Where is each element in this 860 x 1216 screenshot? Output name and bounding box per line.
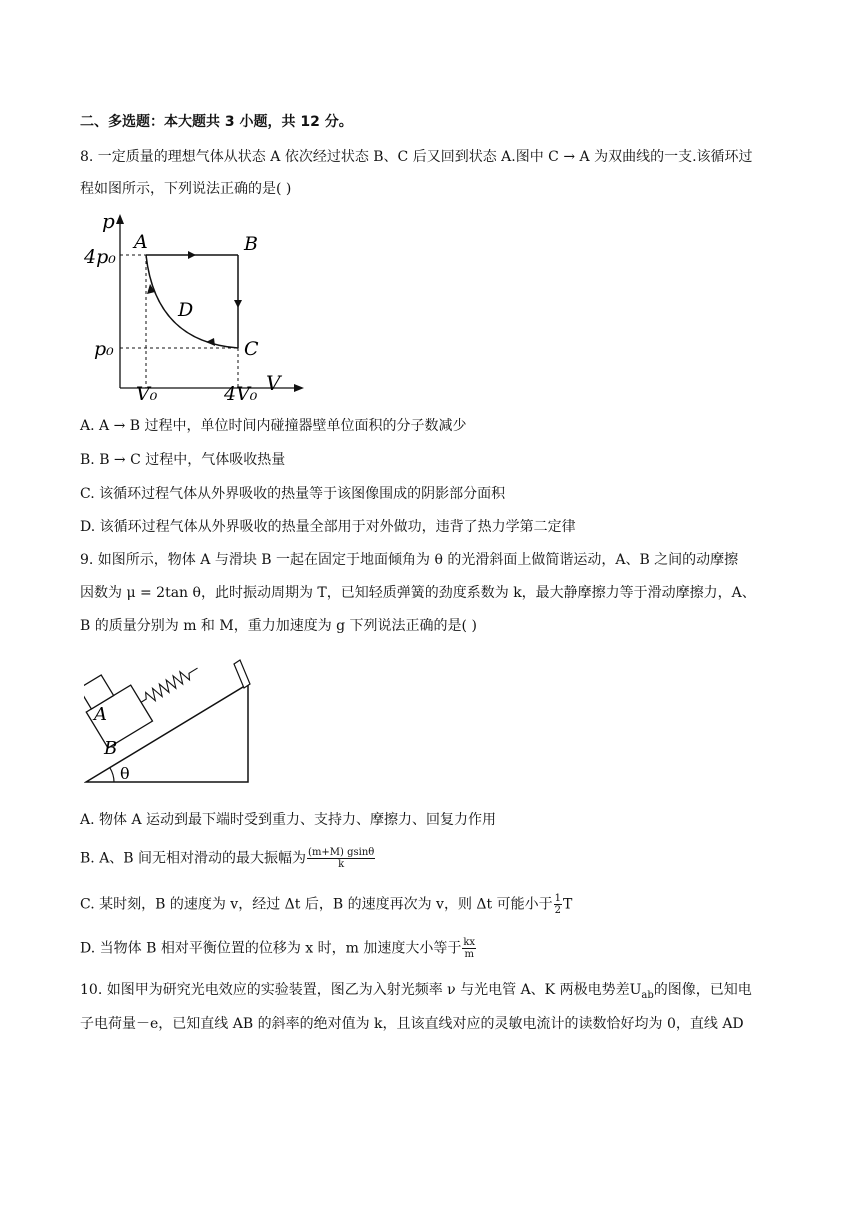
q9-option-c — [80, 893, 572, 916]
q10-stem-line1 — [80, 980, 752, 1006]
frac-numerator: 1 — [554, 893, 561, 904]
q8-option-c: C. 该循环过程气体从外界吸收的热量等于该图像围成的阴影部分面积 — [80, 486, 506, 502]
tick-v0: V₀ — [136, 383, 158, 405]
q9-option-b — [80, 847, 376, 870]
label-theta: θ — [120, 764, 130, 783]
q9-option-a: A. 物体 A 运动到最下端时受到重力、支持力、摩擦力、回复力作用 — [80, 812, 497, 828]
axis-p-label: p — [102, 209, 115, 233]
frac-denominator: k — [338, 859, 345, 870]
q10-line1-text: 10. 如图甲为研究光电效应的实验装置，图乙为入射光频率 ν 与光电管 A、K 两极电势差U — [80, 982, 642, 998]
q8-stem-line2: 程如图所示，下列说法正确的是( ) — [80, 181, 292, 197]
q9-option-b-fraction — [307, 847, 375, 870]
q8-pv-diagram — [78, 208, 308, 408]
tick-4v0: 4V₀ — [224, 383, 258, 405]
q8-option-d: D. 该循环过程气体从外界吸收的热量全部用于对外做功，违背了热力学第二定律 — [80, 519, 576, 535]
q9-stem-line1: 9. 如图所示，物体 A 与滑块 B 一起在固定于地面倾角为 θ 的光滑斜面上做简谐运动，A、B 之间的动摩擦 — [80, 552, 739, 568]
label-a: A — [94, 704, 107, 725]
label-b: B — [104, 738, 118, 759]
spring — [138, 663, 201, 707]
q8-option-a: A. A → B 过程中，单位时间内碰撞器壁单位面积的分子数减少 — [80, 418, 467, 434]
axis-v-label: V — [266, 371, 281, 395]
q8-stem-line1: 8. 一定质量的理想气体从状态 A 依次经过状态 B、C 后又回到状态 A.图中 C → A 为双曲线的一支.该循环过 — [80, 149, 753, 165]
v-axis-arrow — [294, 384, 304, 392]
p-axis-arrow — [116, 214, 124, 224]
q9-stem-line2: 因数为 μ = 2tan θ，此时振动周期为 T，已知轻质弹簧的劲度系数为 k，最大静摩擦力等于滑动摩擦力，A、 — [80, 585, 756, 601]
q9-option-d — [80, 937, 477, 960]
point-c-label: C — [244, 338, 259, 360]
q9-option-c-tail: T — [562, 896, 573, 913]
q9-option-d-text: D. 当物体 B 相对平衡位置的位移为 x 时，m 加速度大小等于 — [80, 940, 462, 957]
point-d-label: D — [178, 299, 194, 321]
arrow-ca-lower — [206, 338, 215, 346]
point-b-label: B — [244, 233, 258, 255]
q9-incline-diagram — [84, 652, 264, 787]
q8-option-b: B. B → C 过程中，气体吸收热量 — [80, 452, 286, 468]
stop-wall — [234, 660, 250, 688]
section-header: 二、多选题：本大题共 3 小题，共 12 分。 — [80, 114, 353, 130]
q10-line1-tail: 的图像，已知电 — [653, 982, 752, 998]
q9-option-d-fraction — [462, 937, 476, 960]
point-a-label: A — [134, 231, 148, 253]
q9-option-b-text: B. A、B 间无相对滑动的最大振幅为 — [80, 850, 307, 867]
q9-option-c-text: C. 某时刻，B 的速度为 v，经过 Δt 后，B 的速度再次为 v，则 Δt 可能小于 — [80, 896, 553, 913]
frac-denominator: 2 — [554, 905, 561, 916]
angle-arc — [110, 768, 114, 782]
frac-denominator: m — [464, 949, 474, 960]
arrow-bc — [234, 300, 242, 308]
q9-stem-line3: B 的质量分别为 m 和 M，重力加速度为 g 下列说法正确的是( ) — [80, 618, 477, 634]
q9-option-c-fraction — [554, 893, 562, 916]
tick-p0: p₀ — [94, 338, 114, 360]
arrow-ab — [188, 251, 196, 259]
tick-4p0: 4p₀ — [84, 246, 116, 268]
q10-stem-line2: 子电荷量－e，已知直线 AB 的斜率的绝对值为 k，且该直线对应的灵敏电流计的读数恰好均为 0，直线 AD — [80, 1016, 744, 1032]
frac-numerator: (m+M) gsinθ — [308, 847, 375, 858]
q10-line1-subscript: ab — [641, 989, 654, 1001]
frac-numerator: kx — [463, 937, 476, 948]
